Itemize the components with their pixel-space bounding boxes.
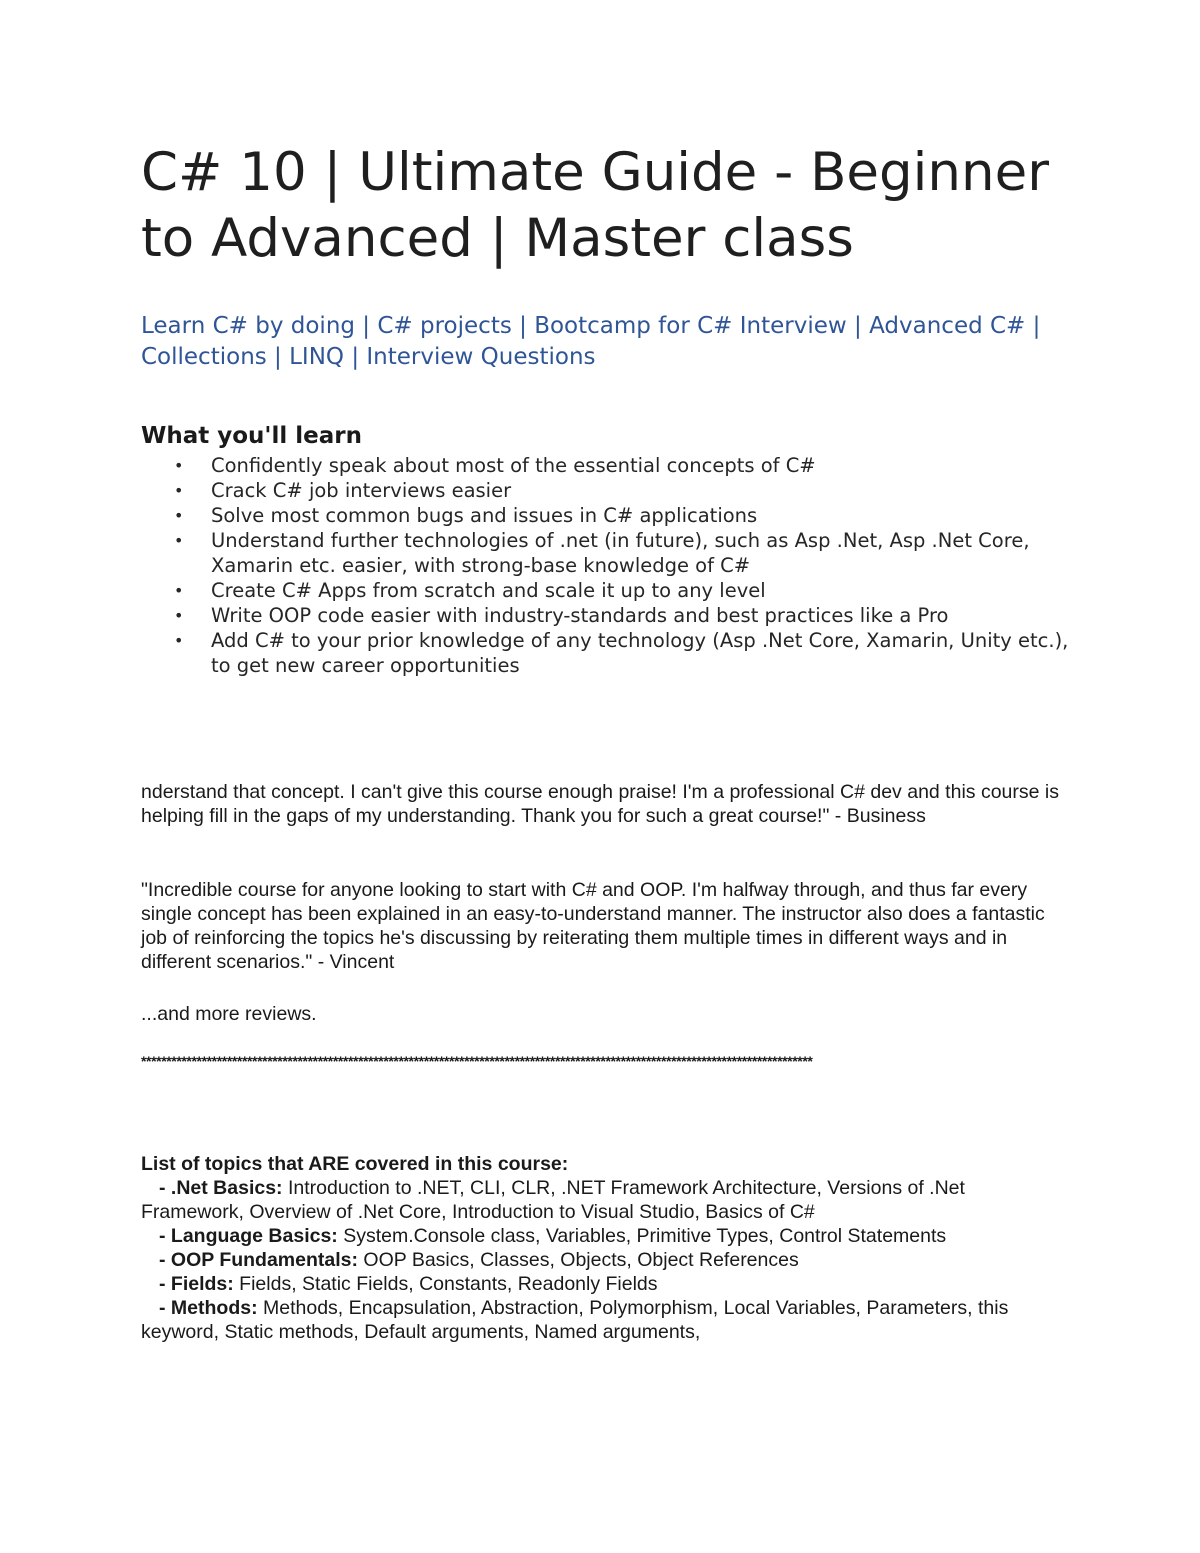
list-item-text: Write OOP code easier with industry-standards and best practices like a Pro [211,604,949,627]
review-paragraph: nderstand that concept. I can't give this course enough praise! I'm a professional C# dev and this course is helping fill in the gaps of my understanding. Thank you for such a great course!" - Business [141,781,1059,827]
topic-label: - OOP Fundamentals: [159,1249,358,1271]
topic-label: - .Net Basics: [159,1177,283,1199]
list-item-text: Add C# to your prior knowledge of any technology (Asp .Net Core, Xamarin, Unity etc.), to get new career opportunities [211,629,1069,677]
learn-heading: What you'll learn [141,423,362,449]
bullet-icon: • [174,506,184,525]
bullet-icon: • [174,581,184,600]
topic-item [141,1176,1061,1224]
topic-item [141,1224,1061,1248]
topic-label: - Language Basics: [159,1225,338,1247]
topic-text: Introduction to .NET, CLI, CLR, .NET Framework Architecture, Versions of .Net Framework, Overview of .Net Core, Introduction to Visual Studio, Basics of C# [141,1177,965,1223]
topic-item [141,1248,1061,1272]
topic-label: - Fields: [159,1273,234,1295]
list-item-text: Understand further technologies of .net (in future), such as Asp .Net, Asp .Net Core, Xamarin etc. easier, with strong-base knowledge of C# [211,529,1030,577]
review-paragraph: "Incredible course for anyone looking to start with C# and OOP. I'm halfway through, and thus far every single concept has been explained in an easy-to-understand manner. The instructor also does a fantastic job of reinforcing the topics he's discussing by reiterating them multiple times in different ways and in different scenarios." - Vincent [141,879,1045,973]
topics-heading: List of topics that ARE covered in this course: [141,1153,569,1175]
list-item [141,528,1071,578]
topic-item [141,1272,1061,1296]
list-item-text: Crack C# job interviews easier [211,479,512,502]
document-title: C# 10 | Ultimate Guide - Beginner to Advanced | Master class [141,142,1049,269]
bullet-icon: • [174,531,184,550]
topic-text: OOP Basics, Classes, Objects, Object References [358,1249,799,1271]
list-item [141,578,1071,603]
bullet-icon: • [174,481,184,500]
list-item [141,628,1071,678]
topic-label: - Methods: [159,1297,258,1319]
bullet-icon: • [174,456,184,475]
list-item [141,453,1071,478]
topic-text: Fields, Static Fields, Constants, Readonly Fields [233,1273,658,1295]
list-item-text: Create C# Apps from scratch and scale it up to any level [211,579,766,602]
more-reviews: ...and more reviews. [141,1003,317,1025]
topic-text: Methods, Encapsulation, Abstraction, Polymorphism, Local Variables, Parameters, this keyword, Static methods, Default arguments, Named arguments, [141,1297,1009,1343]
list-item-text: Confidently speak about most of the essential concepts of C# [211,454,816,477]
separator-line: ************************************************************************************************************************************* [141,1053,813,1069]
bullet-icon: • [174,631,184,650]
list-item [141,503,1071,528]
list-item-text: Solve most common bugs and issues in C# applications [211,504,758,527]
learn-list [141,453,1071,678]
topic-text: System.Console class, Variables, Primitive Types, Control Statements [337,1225,947,1247]
topics-section [141,1152,1061,1344]
bullet-icon: • [174,606,184,625]
list-item [141,478,1071,503]
document-subtitle: Learn C# by doing | C# projects | Bootcamp for C# Interview | Advanced C# | Collections | LINQ | Interview Questions [141,313,1041,370]
topic-item [141,1296,1061,1344]
list-item [141,603,1071,628]
